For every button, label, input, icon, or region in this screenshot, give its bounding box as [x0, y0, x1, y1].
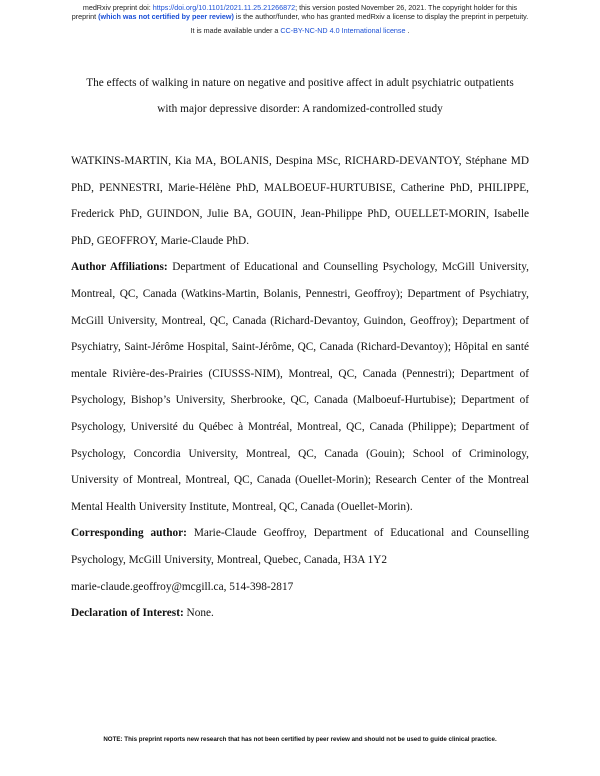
- preprint-header-line-1: medRxiv preprint doi: https://doi.org/10.1101/2021.11.25.21266872; this version posted November 26, 2021. The copyright holder for this: [82, 3, 518, 12]
- license-link[interactable]: CC-BY-NC-ND 4.0 International license: [280, 26, 406, 35]
- author-affiliations: [71, 254, 529, 520]
- declaration-of-interest: [71, 600, 529, 627]
- corresponding-author: [71, 520, 529, 573]
- corresponding-contact: marie-claude.geoffroy@mcgill.ca, 514-398-2817: [71, 580, 294, 593]
- affiliations-text: Department of Educational and Counselling Psychology, McGill University, Montreal, QC, Canada (Watkins-Martin, Bolanis, Pennestri, Geoffroy); Department of Psychiatry, McGill University, Montreal, QC, Canada (Richard-Devantoy, Guindon, Geoffroy); Department of Psychiatry, Saint-Jérôme Hospital, Saint-Jérôme, QC, Canada (Richard-Devantoy); Hôpital en santé mentale Rivière-des-Prairies (CIUSSS-NIM), Montreal, QC, Canada (Pennestri); Department of Psychology, Bishop’s University, Sherbrooke, QC, Canada (Malboeuf-Hurtubise); Department of Psychology, Université du Québec à Montréal, Montreal, QC, Canada (Philippe); Department of Psychology, Concordia University, Montreal, QC, Canada (Gouin); School of Criminology, University of Montreal, Montreal, QC, Canada (Ouellet-Morin); Research Center of the Montreal Mental Health University Institute, Montreal, QC, Canada (Ouellet-Morin).: [71, 261, 529, 513]
- peer-review-footnote: NOTE: This preprint reports new research that has not been certified by peer review and should not be used to guide clinical practice.: [103, 736, 497, 743]
- doi-link[interactable]: https://doi.org/10.1101/2021.11.25.21266872: [152, 3, 296, 12]
- affiliations-label: Author Affiliations:: [71, 261, 168, 274]
- paper-title-line-1: The effects of walking in nature on negative and positive affect in adult psychiatric outpatients: [86, 77, 514, 89]
- paper-title-line-2: with major depressive disorder: A randomized-controlled study: [157, 103, 443, 115]
- title-page-body: [71, 148, 529, 627]
- peer-review-notice-link[interactable]: (which was not certified by peer review): [98, 12, 234, 21]
- declaration-text: None.: [183, 607, 214, 620]
- paper-title: [60, 70, 540, 122]
- corresponding-author-text: Marie-Claude Geoffroy, Department of Educational and Counselling Psychology, McGill University, Montreal, Quebec, Canada, H3A 1Y2: [71, 527, 529, 566]
- author-list: WATKINS-MARTIN, Kia MA, BOLANIS, Despina MSc, RICHARD-DEVANTOY, Stéphane MD PhD, PENNESTRI, Marie-Hélène PhD, MALBOEUF-HURTUBISE, Catherine PhD, PHILIPPE, Frederick PhD, GUINDON, Julie BA, GOUIN, Jean-Philippe PhD, OUELLET-MORIN, Isabelle PhD, GEOFFROY, Marie-Claude PhD.: [71, 155, 529, 247]
- preprint-header-line-2: preprint (which was not certified by peer review) is the author/funder, who has granted medRxiv a license to display the preprint in perpetuity.: [71, 12, 529, 21]
- license-line: It is made available under a CC-BY-NC-ND 4.0 International license .: [190, 26, 410, 35]
- declaration-label: Declaration of Interest:: [71, 607, 184, 620]
- corresponding-author-label: Corresponding author:: [71, 527, 187, 540]
